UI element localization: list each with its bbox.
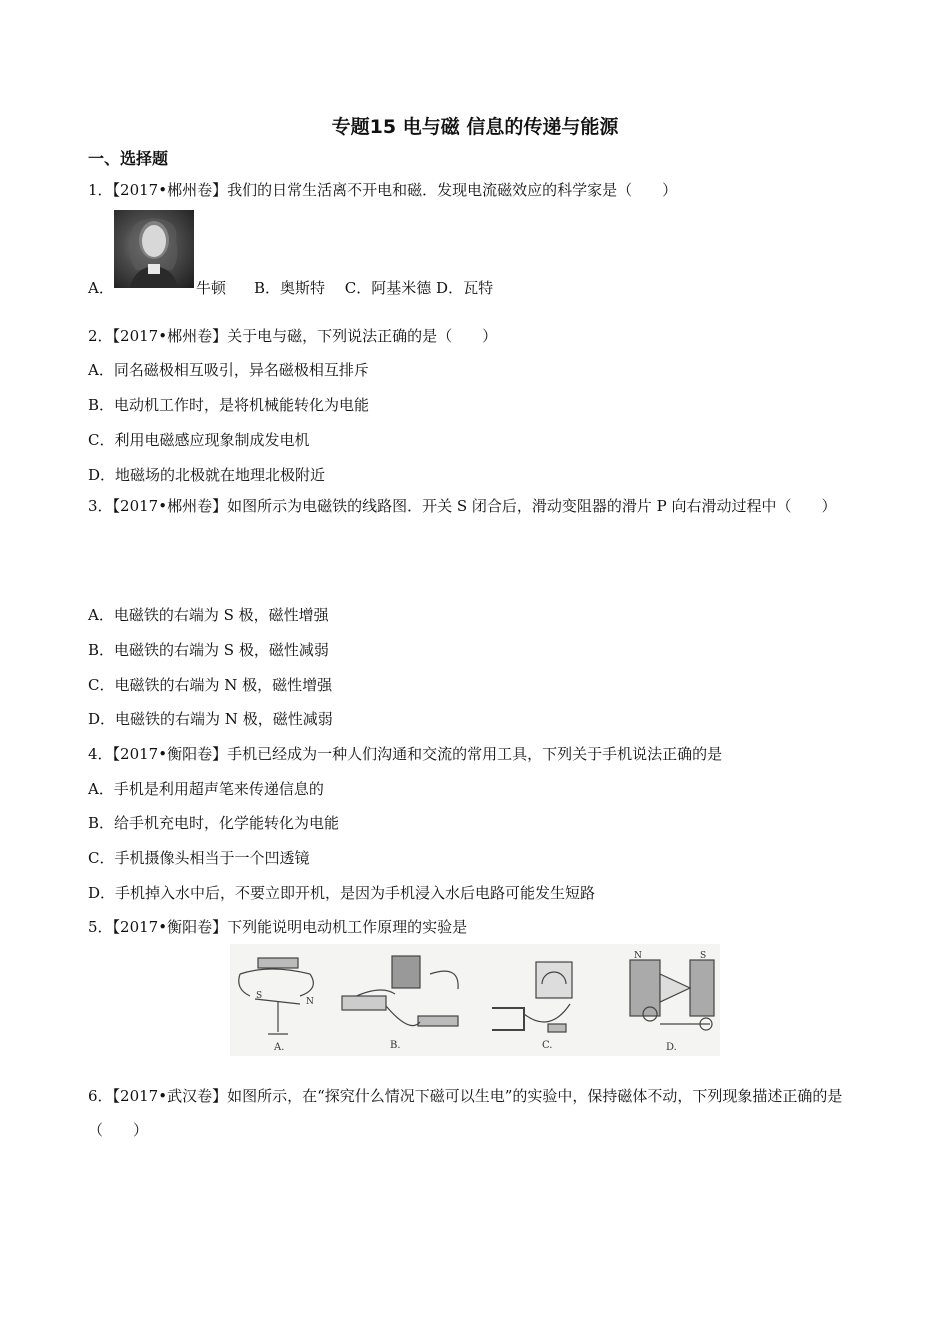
figure-d-label: D. bbox=[666, 1042, 677, 1053]
q4-stem: 4．【2017•衡阳卷】手机已经成为一种人们沟通和交流的常用工具，下列关于手机说法正确的是 bbox=[88, 745, 723, 763]
newton-portrait-image bbox=[114, 210, 194, 288]
figure-a-n-mark: N bbox=[306, 997, 314, 1007]
q5-experiment-figures bbox=[230, 944, 720, 1056]
figure-d-n-mark: N bbox=[634, 951, 642, 961]
q2-option-a: A．同名磁极相互吸引，异名磁极相互排斥 bbox=[88, 361, 369, 379]
document-title: 专题15 电与磁 信息的传递与能源 bbox=[331, 116, 619, 138]
q5-stem: 5．【2017•衡阳卷】下列能说明电动机工作原理的实验是 bbox=[88, 918, 468, 936]
q4-option-b: B．给手机充电时，化学能转化为电能 bbox=[88, 814, 340, 832]
figure-b-label: B. bbox=[390, 1040, 401, 1051]
q4-option-a: A．手机是利用超声笔来传递信息的 bbox=[88, 780, 324, 798]
q3-option-d: D．电磁铁的右端为 N 极，磁性减弱 bbox=[88, 710, 333, 728]
section-heading: 一、选择题 bbox=[88, 149, 169, 168]
q3-option-b: B．电磁铁的右端为 S 极，磁性减弱 bbox=[88, 641, 329, 659]
q1-option-a-name: 牛顿 bbox=[196, 279, 227, 297]
q3-stem: 3．【2017•郴州卷】如图所示为电磁铁的线路图．开关 S 闭合后，滑动变阻器的滑片 P 向右滑动过程中（ ） bbox=[88, 497, 837, 515]
q4-option-d: D．手机掉入水中后，不要立即开机，是因为手机浸入水后电路可能发生短路 bbox=[88, 884, 596, 902]
q6-stem: 6．【2017•武汉卷】如图所示，在“探究什么情况下磁可以生电”的实验中，保持磁体不动，下列现象描述正确的是（ ） bbox=[88, 1087, 843, 1139]
q3-option-a: A．电磁铁的右端为 S 极，磁性增强 bbox=[88, 606, 329, 624]
q2-stem: 2．【2017•郴州卷】关于电与磁，下列说法正确的是（ ） bbox=[88, 327, 498, 345]
q2-option-c: C．利用电磁感应现象制成发电机 bbox=[88, 431, 310, 449]
q1-options-rest: B．奥斯特 C．阿基米德 D．瓦特 bbox=[254, 279, 494, 297]
q1-option-a-prefix: A． bbox=[88, 279, 114, 297]
q3-option-c: C．电磁铁的右端为 N 极，磁性增强 bbox=[88, 676, 333, 694]
q1-stem: 1．【2017•郴州卷】我们的日常生活离不开电和磁．发现电流磁效应的科学家是（ ） bbox=[88, 181, 678, 199]
figure-a-s-mark: S bbox=[256, 991, 263, 1001]
figure-d-s-mark: S bbox=[700, 951, 707, 961]
q4-option-c: C．手机摄像头相当于一个凹透镜 bbox=[88, 849, 310, 867]
figure-c-label: C. bbox=[542, 1040, 553, 1051]
q2-option-b: B．电动机工作时，是将机械能转化为电能 bbox=[88, 396, 370, 414]
q2-option-d: D．地磁场的北极就在地理北极附近 bbox=[88, 466, 326, 484]
figure-a-label: A. bbox=[274, 1042, 285, 1053]
